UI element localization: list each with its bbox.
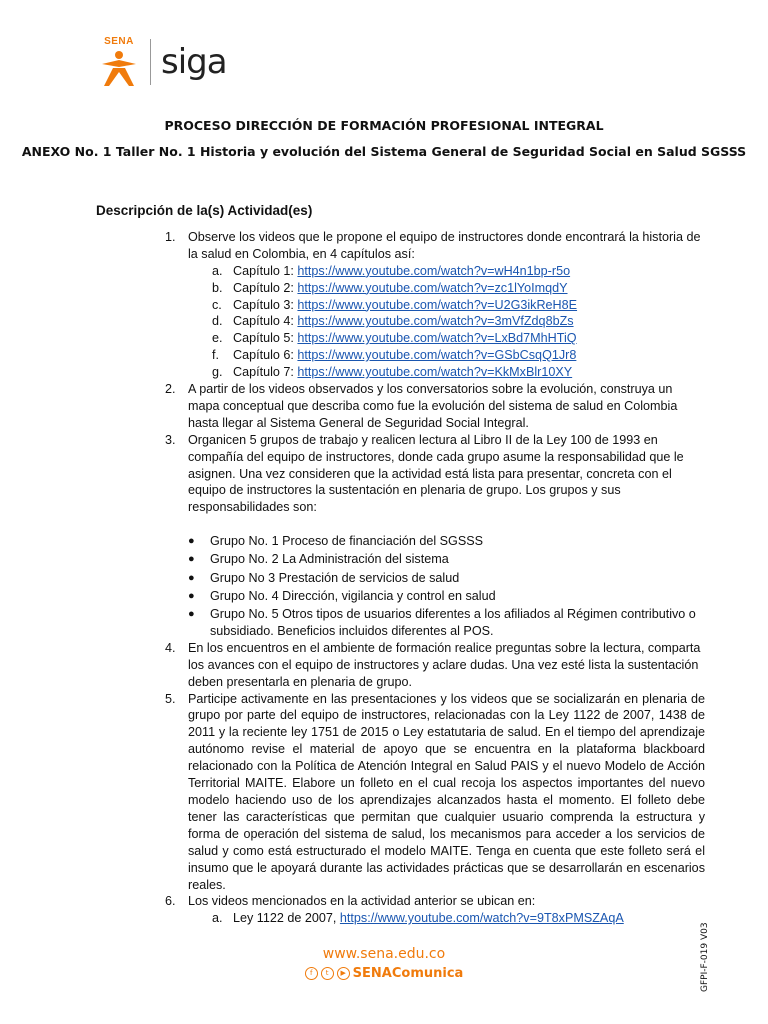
sub-label: Capítulo 7: (233, 365, 298, 380)
video-link[interactable]: https://www.youtube.com/watch?v=3mVfZdq8bZs (297, 314, 574, 329)
sub-letter: a. (212, 263, 223, 278)
item-number: 3. (165, 432, 176, 447)
process-title: PROCESO DIRECCIÓN DE FORMACIÓN PROFESIONAL INTEGRAL (164, 118, 604, 133)
sub-label: Capítulo 5: (233, 331, 298, 346)
group-bullet (0, 570, 768, 588)
bullet-text: Grupo No 3 Prestación de servicios de salud (210, 570, 460, 585)
item-number: 1. (165, 230, 176, 244)
bullet-icon: ● (188, 571, 195, 584)
video-link[interactable]: https://www.youtube.com/watch?v=U2G3ikReH8E (297, 297, 578, 312)
item-number: 4. (165, 640, 176, 655)
sublist-item (0, 364, 768, 381)
bullet-icon: ● (188, 608, 195, 621)
list-item (0, 640, 768, 691)
sub-label: Capítulo 3: (233, 297, 298, 312)
document-header (96, 32, 227, 92)
sublist-item (0, 910, 768, 927)
video-link[interactable]: https://www.youtube.com/watch?v=LxBd7MhHTiQ (297, 331, 577, 346)
sub-letter: c. (212, 297, 222, 312)
youtube-icon[interactable]: ▶ (337, 967, 350, 980)
sena-logo (96, 36, 142, 88)
video-link[interactable]: https://www.youtube.com/watch?v=wH4n1bp-r5o (297, 263, 571, 278)
bullet-text: Grupo No. 4 Dirección, vigilancia y control en salud (210, 588, 496, 603)
sub-letter: a. (212, 911, 223, 926)
annex-title: ANEXO No. 1 Taller No. 1 Historia y evolución del Sistema General de Seguridad Social en Salud SGSSS (21, 144, 747, 159)
sub-letter: e. (212, 331, 223, 346)
item-text: Participe activamente en las presentaciones y los videos que se socializarán en plenaria de grupo por parte del equipo de instructores, relacionadas con la Ley 1122 de 2007, 1438 de 2011 y la reciente ley 1751 de 2015 o Ley estatutaria de salud. En el tiempo del aprendizaje autónomo revise el material de apoyo que se encuentra en la plataforma blackboard relacionado con la Política de Atención Integral en Salud PAIS y el nuevo Modelo de Acción Territorial MAITE. Elabore un folleto en el cual recoja los aspectos importantes del nuevo modelo haciendo uso de los aprendizajes alcanzados hasta el momento. El folleto debe tener las características que permitan que cualquier usuario comprenda la estructura y forma de operación del sistema de salud, los mecanismos para acceder a los servicios de salud y como está estructurado el modelo MAITE. Tenga en cuenta que este folleto será el insumo que le apoyará durante las actividades prácticas que se desarrollarán en escenarios reales. (188, 691, 705, 892)
video-link[interactable]: https://www.youtube.com/watch?v=GSbCsqQ1Jr8 (297, 348, 577, 363)
bullet-icon: ● (188, 589, 195, 602)
sub-letter: b. (212, 280, 223, 295)
sublist-item (0, 313, 768, 330)
list-item (0, 229, 768, 263)
group-bullet (0, 606, 768, 640)
bullet-text: Grupo No. 1 Proceso de financiación del SGSSS (210, 534, 484, 549)
list-item (0, 432, 768, 517)
sub-label: Capítulo 2: (233, 280, 298, 295)
logo-divider (150, 39, 151, 85)
video-link[interactable]: https://www.youtube.com/watch?v=KkMxBlr10XY (297, 365, 573, 380)
item-number: 2. (165, 382, 176, 397)
sublist-item (0, 330, 768, 347)
video-link[interactable]: https://www.youtube.com/watch?v=zc1lYoImqdY (297, 280, 568, 295)
sub-label: Capítulo 6: (233, 348, 298, 363)
twitter-icon[interactable]: t (321, 967, 334, 980)
siga-logo: siga (161, 42, 227, 82)
sublist-item (0, 297, 768, 314)
group-bullet (0, 588, 768, 606)
list-item (0, 691, 768, 894)
activity-list (0, 229, 768, 927)
description-heading: Descripción de la(s) Actividad(es) (96, 203, 313, 218)
sub-label: Ley 1122 de 2007, (233, 911, 340, 926)
bullet-icon: ● (188, 553, 195, 566)
sub-letter: g. (212, 365, 223, 380)
sublist-item (0, 347, 768, 364)
item-text: En los encuentros en el ambiente de formación realice preguntas sobre la lectura, comparta los avances con el equipo de instructores y aclare dudas. Una vez esté lista la sustentación deben presentarla en plenaria de grupo. (188, 640, 701, 689)
list-item (0, 893, 768, 910)
item-text: Observe los videos que le propone el equipo de instructores donde encontrará la historia de la salud en Colombia, en 4 capítulos así: (188, 230, 701, 261)
item-number: 5. (165, 691, 176, 706)
document-code: GFPI-F-019 V03 (700, 922, 710, 992)
sub-letter: f. (212, 348, 219, 363)
sub-label: Capítulo 4: (233, 314, 298, 329)
sublist-item (0, 263, 768, 280)
group-bullet (0, 533, 768, 551)
sub-label: Capítulo 1: (233, 263, 298, 278)
footer-website[interactable]: www.sena.edu.co (322, 946, 446, 962)
bullet-text: Grupo No. 2 La Administración del sistema (210, 552, 449, 567)
list-item (0, 381, 768, 432)
bullet-icon: ● (188, 535, 195, 548)
item-text: Los videos mencionados en la actividad anterior se ubican en: (188, 894, 536, 909)
sublist-item (0, 280, 768, 297)
group-bullet (0, 551, 768, 569)
sub-letter: d. (212, 314, 223, 329)
footer-social (0, 966, 768, 981)
bullet-text: Grupo No. 5 Otros tipos de usuarios diferentes a los afiliados al Régimen contributivo o subsidiado. Beneficios incluidos diferentes al POS. (210, 607, 696, 638)
sena-logo-text: SENA (104, 36, 134, 47)
social-handle: SENAComunica (352, 966, 464, 981)
facebook-icon[interactable]: f (305, 967, 318, 980)
item-number: 6. (165, 894, 176, 909)
item-text: A partir de los videos observados y los conversatorios sobre la evolución, construya un mapa conceptual que describa como fue la evolución del sistema de salud en Colombia hasta llegar al Sistema General de Seguridad Social Integral. (188, 382, 678, 430)
item-text: Organicen 5 grupos de trabajo y realicen lectura al Libro II de la Ley 100 de 1993 en compañía del equipo de instructores, donde cada grupo asume la responsabilidad que le asignen. Una vez consideren que la actividad está lista para presentar, concreta con el equipo de instructores la sustentación en plenaria de grupo. Los grupos y sus responsabilidades son: (188, 432, 684, 515)
video-link[interactable]: https://www.youtube.com/watch?v=9T8xPMSZAqA (339, 911, 624, 926)
